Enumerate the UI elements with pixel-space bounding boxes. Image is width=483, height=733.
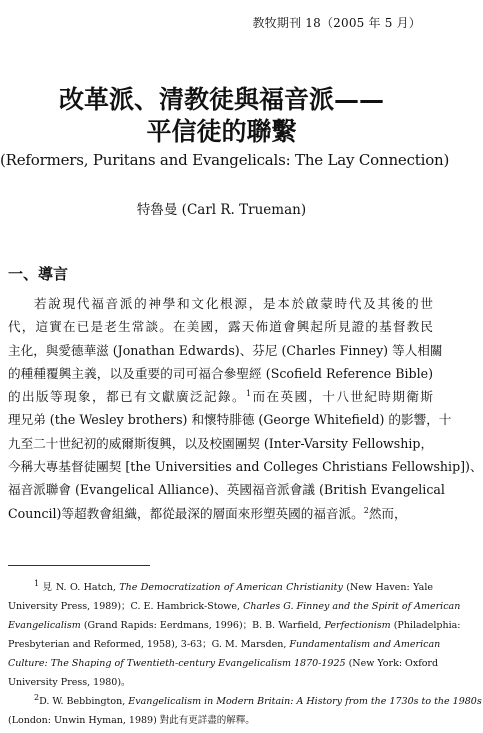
footnote-1-line bbox=[8, 673, 433, 692]
footnote-1-line bbox=[8, 616, 461, 635]
footnote-text: (Grand Rapids: Eerdmans, 1996)；B. B. Warfield, bbox=[80, 620, 325, 631]
body-line: 福音派聯會 (Evangelical Alliance)、英國福音派會議 (British Evangelical bbox=[8, 482, 445, 498]
footnote-2-line bbox=[8, 711, 433, 730]
body-line bbox=[8, 502, 433, 525]
body-line: 若說現代福音派的神學和文化根源，是本於啟蒙時代及其後的世 bbox=[34, 296, 433, 311]
footnote-text: University Press, 1980)。 bbox=[8, 677, 131, 688]
footnote-1-line bbox=[8, 597, 461, 616]
footnote-title: Fundamentalism and American bbox=[289, 639, 441, 650]
footnote-2-line bbox=[8, 692, 482, 711]
footnote-number: 1 bbox=[34, 578, 40, 588]
body-line-segment: 的出版等現象，都已有文獻廣泛記錄。 bbox=[8, 389, 246, 405]
footnote-title: Perfectionism bbox=[324, 620, 391, 631]
title-english: (Reformers, Puritans and Evangelicals: The Lay Connection) bbox=[0, 151, 450, 169]
footnote-text: (Philadelphia: bbox=[390, 620, 461, 631]
footnote-title: Evangelicalism in Modern Britain: A History from the 1730s to the 1980s bbox=[128, 696, 482, 707]
footnote-text: (New York: Oxford bbox=[345, 658, 439, 669]
body-line-segment: Council)等超教會組織，都從最深的層面來形塑英國的福音派。 bbox=[8, 505, 364, 521]
title-chinese-line-1: 改革派、清教徒與福音派—— bbox=[58, 85, 384, 114]
footnote-text: D. W. Bebbington, bbox=[39, 696, 129, 707]
footnote-text: 見 N. O. Hatch, bbox=[42, 582, 120, 593]
footnote-text: (London: Unwin Hyman, 1989) 對此有更詳盡的解釋。 bbox=[8, 715, 255, 726]
footnote-1-line bbox=[8, 578, 433, 597]
footnote-marker[interactable]: 2 bbox=[363, 505, 369, 515]
body-line: 主化，與愛德華滋 (Jonathan Edwards)、芬尼 (Charles Finney) 等人相關 bbox=[8, 342, 443, 358]
footnote-divider bbox=[8, 565, 150, 566]
footnote-1-line bbox=[8, 635, 441, 654]
footnote-title: Culture: The Shaping of Twentieth-century Evangelicalism 1870-1925 bbox=[8, 658, 346, 669]
body-line-segment: 而在英國，十八世紀時期衛斯 bbox=[251, 389, 434, 405]
body-line bbox=[8, 385, 433, 408]
footnote-text: (New Haven: Yale bbox=[342, 582, 433, 593]
footnote-title: Charles G. Finney and the Spirit of American bbox=[243, 601, 461, 612]
running-header: 教牧期刊 18（2005 年 5 月） bbox=[252, 16, 421, 30]
footnote-1-line bbox=[8, 654, 439, 673]
footnote-text: University Press, 1989)；C. E. Hambrick-Stowe, bbox=[8, 601, 244, 612]
footnote-title: Evangelicalism bbox=[8, 620, 81, 631]
author: 特魯曼 (Carl R. Trueman) bbox=[136, 202, 307, 218]
footnote-text: Presbyterian and Reformed, 1958), 3-63；G. M. Marsden, bbox=[8, 639, 290, 650]
title-chinese-line-2: 平信徒的聯繫 bbox=[146, 117, 297, 146]
body-line: 的種種覆興主義，以及重要的司可福合參聖經 (Scofield Reference Bible) bbox=[8, 365, 433, 381]
footnote-number: 2 bbox=[34, 692, 40, 702]
body-line: 代，這實在已是老生常談。在美國，露天佈道會興起所見證的基督教民 bbox=[8, 319, 433, 335]
footnote-title: The Democratization of American Christianity bbox=[119, 582, 343, 593]
body-line: 理兄弟 (the Wesley brothers) 和懷特腓德 (George Whitefield) 的影響，十 bbox=[8, 412, 452, 428]
body-text bbox=[8, 292, 483, 525]
body-line-segment: 然而， bbox=[368, 505, 407, 521]
body-line: 今稱大專基督徒團契 [the Universities and Colleges Christians Fellowship])、 bbox=[8, 459, 483, 475]
section-heading: 一、導言 bbox=[8, 265, 69, 283]
body-line: 九至二十世紀初的威爾斯復興，以及校園團契 (Inter-Varsity Fellowship， bbox=[8, 435, 434, 451]
footnotes bbox=[8, 578, 482, 730]
footnote-marker[interactable]: 1 bbox=[245, 389, 252, 398]
